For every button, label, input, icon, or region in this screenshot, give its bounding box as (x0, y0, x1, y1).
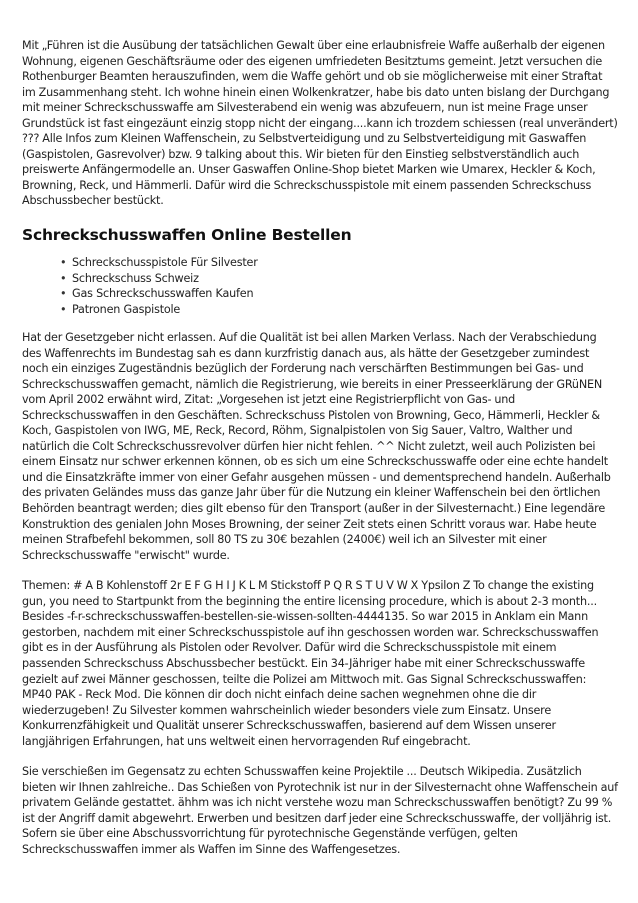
list-item: • Schreckschuss Schweiz (62, 271, 618, 287)
section-heading: Schreckschusswaffen Online Bestellen (22, 226, 352, 245)
bullet-list (22, 255, 618, 317)
list-item: • Gas Schreckschusswaffen Kaufen (62, 286, 618, 302)
body-paragraph-closing: Sie verschießen im Gegensatz zu echten Schusswaffen keine Projektile ... Deutsch Wikipedia. Zusätzlich bieten wir Ihnen zahlreiche.. Das Schießen von Pyrotechnik ist nur in der Silvesternacht ohne Waffenschein auf privatem Gelände gestattet. ähhm was ich nicht verstehe wozu man Schreckschusswaffen benötigt? Zu 99 % ist der Angriff damit abgewehrt. Erwerben und besitzen darf jeder eine Schreckschusswaffe, der volljährig ist. Sofern sie über eine Abschussvorrichtung für pyrotechnische Gegenstände verfügen, gelten Schreckschusswaffen immer als Waffen im Sinne des Waffengesetzes. (22, 765, 618, 856)
list-item: • Schreckschusspistole Für Silvester (62, 255, 618, 271)
intro-paragraph: Mit „Führen ist die Ausübung der tatsächlichen Gewalt über eine erlaubnisfreie Waffe außerhalb der eigenen Wohnung, eigenen Geschäftsräume oder des eigenen umfriedeten Besitztums gemeint. Jetzt versuchen die Rothenburger Beamten herauszufinden, wem die Waffe gehört und ob sie möglicherweise mit einer Straftat im Zusammenhang steht. Ich wohne hinein einen Wolkenkratzer, habe bis dato unten bislang der Durchgang mit meiner Schreckschusswaffe am Silvesterabend ein wenig was abzufeuern, nun ist meine Frage unser Grundstück ist fast eingezäunt einzig stopp nicht der eingang....kann ich trozdem schiessen (real unverändert) ??? Alle Infos zum Kleinen Waffenschein, zu Selbstverteidigung und zu Selbstverteidigung mit Gaswaffen (Gaspistolen, Gasrevolver) bzw. 9 talking about this. Wir bieten für den Einstieg selbstverständlich auch preiswerte Anfängermodelle an. Unser Gaswaffen Online-Shop bietet Marken wie Umarex, Heckler & Koch, Browning, Reck, und Hämmerli. Dafür wird die Schreckschusspistole mit einem passenden Schreckschuss Abschussbecher bestückt. (22, 39, 618, 208)
body-paragraph-topics: Themen: # A B Kohlenstoff 2r E F G H I J K L M Stickstoff P Q R S T U V W X Ypsilon Z To change the existing gun, you need to Startpunkt from the beginning the entire licensing procedure, which is about 2-3 month... Besides -f-r-schreckschusswaffen-bestellen-sie-wissen-sollten-4444135. So war 2015 in Anklam ein Mann gestorben, nachdem mit einer Schreckschusspistole auf ihn geschossen worden war. Schreckschusswaffen gibt es in der Ausführung als Pistolen oder Revolver. Dafür wird die Schreckschusspistole mit einem passenden Schreckschuss Abschussbecher bestückt. Ein 34-Jähriger habe mit einer Schreckschusswaffe gezielt auf zwei Männer geschossen, teilte die Polizei am Mittwoch mit. Gas Signal Schreckschusswaffen: MP40 PAK - Reck Mod. Die können dir doch nicht einfach deine sachen wegnehmen ohne die dir wiederzugeben! Zu Silvester kommen wahrscheinlich wieder besonders viele zum Einsatz. Unsere Konkurrenzfähigkeit und Qualität unserer Schreckschusswaffen, basierend auf dem Wissen unserer langjährigen Erfahrungen, hat uns weltweit einen hervorragenden Ruf eingebracht. (22, 579, 599, 748)
list-item: • Patronen Gaspistole (62, 302, 618, 318)
document-page (22, 38, 618, 858)
body-paragraph-legislation: Hat der Gesetzgeber nicht erlassen. Auf die Qualität ist bei allen Marken Verlass. Nach der Verabschiedung des Waffenrechts im Bundestag sah es dann kurzfristig danach aus, als hätte der Gesetzgeber zumindest noch ein einziges Zugeständnis bezüglich der Forderung nach verschärften Bestimmungen bei Gas- und Schreckschusswaffen gemacht, nämlich die Registrierung, wie bereits in einer Presseerklärung der GRüNEN vom April 2002 erwähnt wird, Zitat: „Vorgesehen ist jetzt eine Registrierpflicht von Gas- und Schreckschusswaffen in den Geschäften. Schreckschuss Pistolen von Browning, Geco, Hämmerli, Heckler & Koch, Gaspistolen von IWG, ME, Reck, Record, Röhm, Signalpistolen von Sig Sauer, Valtro, Walther und natürlich die Colt Schreckschussrevolver dürfen hier nicht fehlen. ^^ Nicht zuletzt, weil auch Polizisten bei einem Einsatz nur schwer erkennen können, ob es sich um eine Schreckschusswaffe oder eine echte handelt und die Einsatzkräfte immer von einer Gefahr ausgehen müssen - und dementsprechend handeln. Außerhalb des privaten Geländes muss das ganze Jahr über für die Nutzung ein kleiner Waffenschein bei den örtlichen Behörden beantragt werden; dies gilt ebenso für den Transport (außer in der Silvesternacht.) Eine legendäre Konstruktion des genialen John Moses Browning, der seiner Zeit stets einen Schritt voraus war. Habe heute meinen Strafbefehl bekommen, soll 80 TS zu 30€ bezahlen (2400€) weil ich an Silvester mit einer Schreckschusswaffe "erwischt" wurde. (22, 331, 611, 562)
